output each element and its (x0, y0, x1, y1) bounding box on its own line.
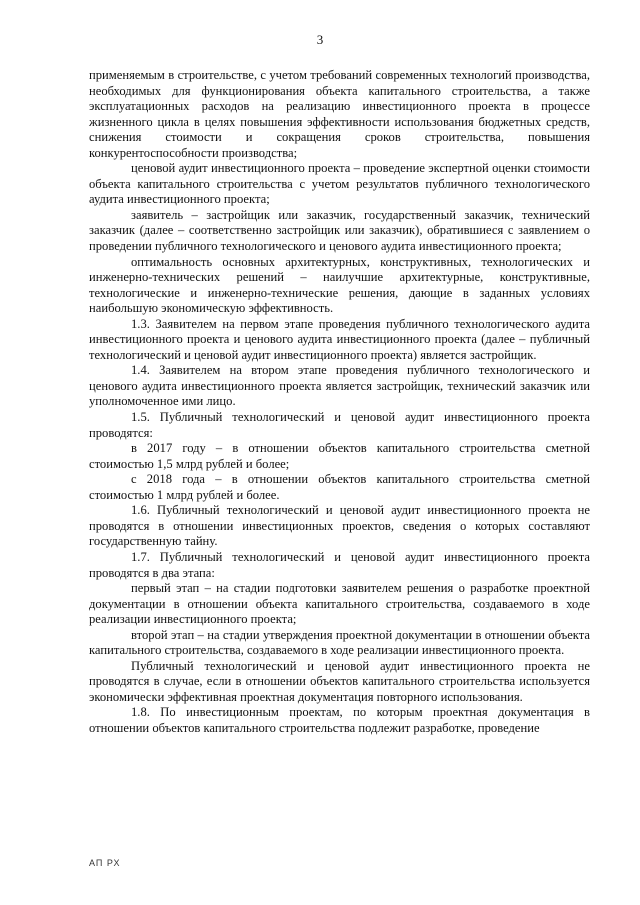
paragraph-15: 1.8. По инвестиционным проектам, по которым проектная документация в отношении объектов капитального строительства подлежит разработке, проведение (89, 705, 590, 735)
paragraph-5: 1.3. Заявителем на первом этапе проведения публичного технологического аудита инвестиционного проекта и ценового аудита инвестиционного проекта (далее – публичный технологический и ценовой аудит инвестиционного проекта) является застройщик. (89, 316, 590, 362)
paragraph-4: оптимальность основных архитектурных, конструктивных, технологических и инженерно-технических решений – наилучшие архитектурные, конструктивные, технологические и инженерно-технические решения, дающие в заданных условиях наибольшую экономическую эффективность. (89, 254, 590, 316)
paragraph-3: заявитель – застройщик или заказчик, государственный заказчик, технический заказчик (далее – соответственно застройщик или заказчик), обратившиеся с заявлением о проведении публичного технологического и ценового аудита инвестиционного проекта; (89, 207, 590, 254)
paragraph-9: с 2018 года – в отношении объектов капитального строительства сметной стоимостью 1 млрд рублей и более. (89, 472, 590, 502)
page-number: 3 (316, 32, 324, 47)
paragraph-14: Публичный технологический и ценовой аудит инвестиционного проекта не проводятся в случае, если в отношении объектов капитального строительства используется экономически эффективная проектная документация повторного использования. (89, 658, 590, 704)
footer-code: АП РХ (89, 858, 121, 868)
body-text (89, 68, 590, 737)
paragraph-7: 1.5. Публичный технологический и ценовой аудит инвестиционного проекта проводятся: (89, 410, 590, 440)
paragraph-10: 1.6. Публичный технологический и ценовой аудит инвестиционного проекта не проводятся в отношении инвестиционных проектов, сведения о которых составляют государственную тайну. (89, 503, 590, 549)
paragraph-6: 1.4. Заявителем на втором этапе проведения публичного технологического и ценового аудита инвестиционного проекта является застройщик, технический заказчик или уполномоченное ими лицо. (89, 363, 590, 409)
paragraph-11: 1.7. Публичный технологический и ценовой аудит инвестиционного проекта проводятся в два этапа: (89, 549, 590, 580)
paragraph-8: в 2017 году – в отношении объектов капитального строительства сметной стоимостью 1,5 млрд рублей и более; (89, 441, 590, 471)
paragraph-13: второй этап – на стадии утверждения проектной документации в отношении объекта капитального строительства, создаваемого в ходе реализации инвестиционного проекта. (89, 627, 590, 658)
paragraph-2: ценовой аудит инвестиционного проекта – проведение экспертной оценки стоимости объекта капитального строительства с учетом результатов публичного технологического аудита инвестиционного проекта; (89, 161, 590, 207)
paragraph-1: применяемым в строительстве, с учетом требований современных технологий производства, необходимых для функционирования объекта капитального строительства, а также эксплуатационных расходов на реализацию инвестиционного проекта в процессе жизненного цикла в целях повышения эффективности использования бюджетных средств, снижения стоимости и сокращения сроков строительства, повышения конкурентоспособности производства; (89, 68, 590, 160)
paragraph-12: первый этап – на стадии подготовки заявителем решения о разработке проектной документации в отношении объекта капитального строительства, создаваемого в ходе реализации инвестиционного проекта; (89, 581, 590, 627)
